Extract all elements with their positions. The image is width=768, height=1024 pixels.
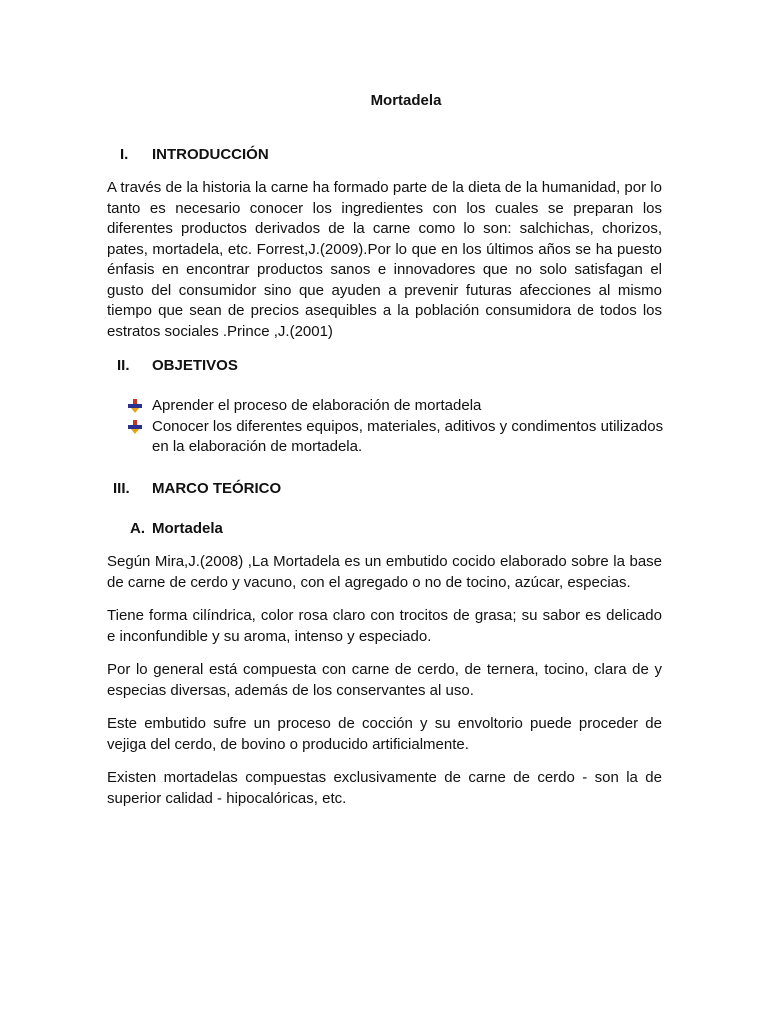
section-number: II. [117, 357, 130, 374]
section-title: INTRODUCCIÓN [152, 146, 269, 163]
framework-paragraph: Por lo general está compuesta con carne de cerdo, de ternera, tocino, clara de y especias diversas, además de los conservantes al uso. [107, 661, 662, 699]
document-title: Mortadela [370, 92, 442, 109]
subsection-number: A. [130, 520, 145, 537]
section-number: I. [120, 146, 129, 163]
intro-paragraph: A través de la historia la carne ha formado parte de la dieta de la humanidad, por lo tanto es necesario conocer los ingredientes con los cuales se preparan los diferentes productos derivados de la carne como lo son: salchichas, chorizos, pates, mortadela, etc. Forrest,J.(2009).Por lo que en los últimos años se ha puesto énfasis en encontrar productos sanos e innovadores que no solo satisfagan el gusto del consumidor sino que ayuden a prevenir futuras afecciones al mismo tiempo que sean de precios asequibles a la población consumidora de todos los estratos sociales .Prince ,J.(2001) [107, 179, 662, 340]
framework-paragraph: Según Mira,J.(2008) ,La Mortadela es un embutido cocido elaborado sobre la base de carne de cerdo y vacuno, con el agregado o no de tocino, azúcar, especias. [107, 553, 662, 591]
objective-text: Aprender el proceso de elaboración de mortadela [152, 397, 482, 414]
framework-paragraph: Este embutido sufre un proceso de cocción y su envoltorio puede proceder de vejiga del cerdo, de bovino o producido artificialmente. [107, 715, 662, 753]
list-item [128, 396, 668, 417]
subsection-title: Mortadela [152, 520, 223, 537]
section-number: III. [113, 480, 130, 497]
list-item [128, 417, 668, 458]
arrow-bullet-icon [128, 399, 142, 413]
arrow-bullet-icon [128, 420, 142, 434]
objective-text: Conocer los diferentes equipos, materiales, aditivos y condimentos utilizados en la elaboración de mortadela. [152, 417, 664, 455]
objectives-list [128, 396, 668, 458]
framework-paragraph: Tiene forma cilíndrica, color rosa claro con trocitos de grasa; su sabor es delicado e inconfundible y su aroma, intenso y especiado. [107, 607, 662, 645]
section-title: OBJETIVOS [152, 357, 238, 374]
framework-paragraph: Existen mortadelas compuestas exclusivamente de carne de cerdo - son la de superior calidad - hipocalóricas, etc. [107, 769, 662, 807]
section-title: MARCO TEÓRICO [152, 480, 282, 497]
